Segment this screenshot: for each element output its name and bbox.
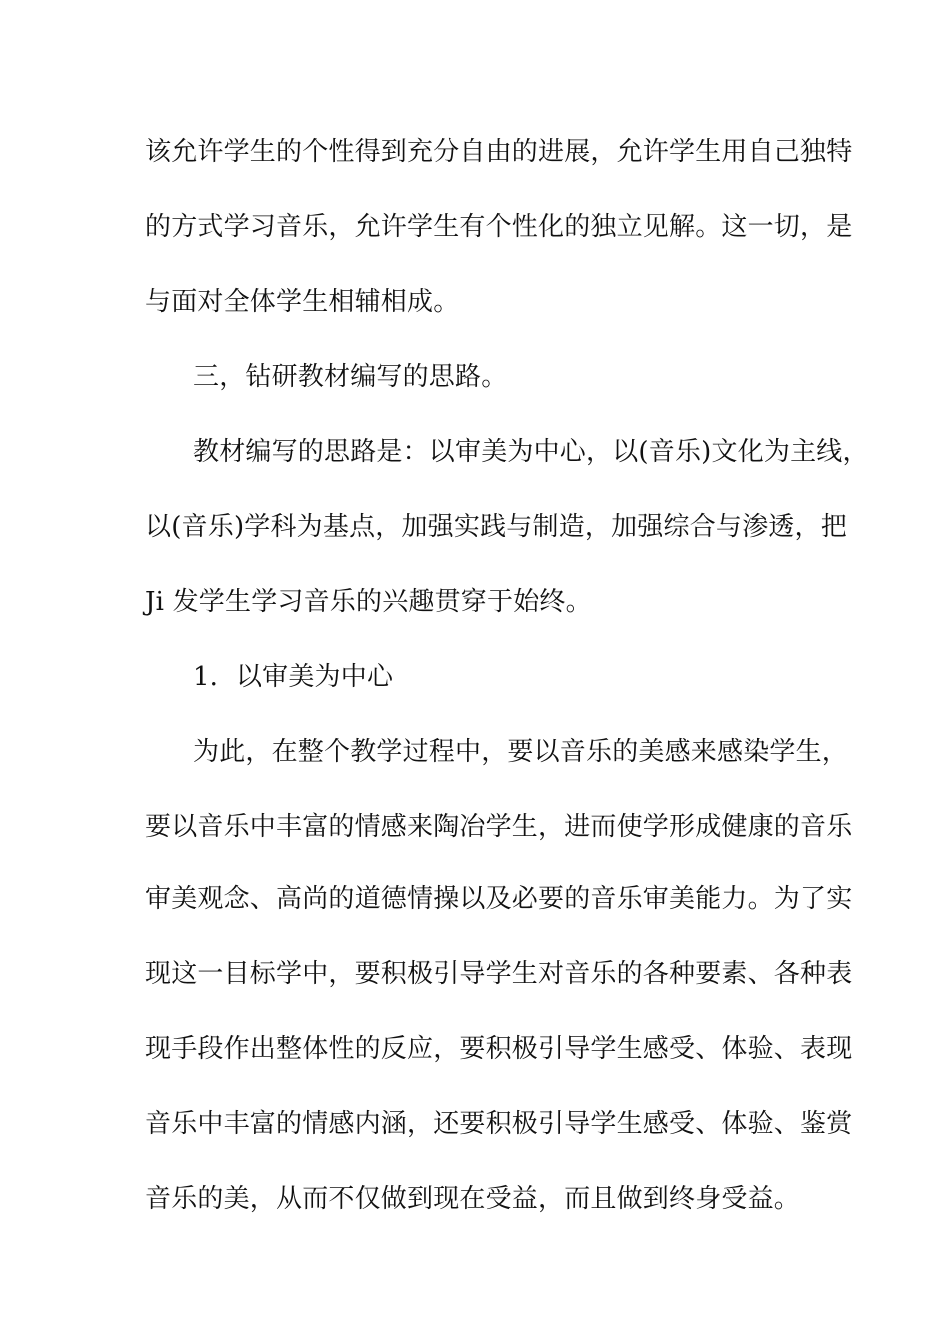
- paragraph-line: 为此，在整个教学过程中，要以音乐的美感来感染学生，: [193, 737, 849, 767]
- paragraph-line: 的方式学习音乐，允许学生有个性化的独立见解。这一切，是: [145, 212, 853, 242]
- paragraph-line: 现手段作出整体性的反应，要积极引导学生感受、体验、表现: [145, 1034, 853, 1064]
- section-heading: 三，钻研教材编写的思路。: [193, 362, 508, 392]
- paragraph-line: 音乐中丰富的情感内涵，还要积极引导学生感受、体验、鉴赏: [145, 1109, 853, 1139]
- paragraph-line: 审美观念、高尚的道德情操以及必要的音乐审美能力。为了实: [145, 884, 853, 914]
- paragraph-line: 教材编写的思路是：以审美为中心，以(音乐)文化为主线，: [193, 437, 869, 467]
- paragraph-line: 要以音乐中丰富的情感来陶冶学生，进而使学形成健康的音乐: [145, 812, 853, 842]
- paragraph-line: 该允许学生的个性得到充分自由的进展，允许学生用自己独特: [145, 137, 853, 167]
- paragraph-line: Ji 发学生学习音乐的兴趣贯穿于始终。: [145, 587, 592, 617]
- subsection-heading: 1．以审美为中心: [193, 662, 394, 692]
- paragraph-line: 现这一目标学中，要积极引导学生对音乐的各种要素、各种表: [145, 959, 853, 989]
- paragraph-line: 与面对全体学生相辅相成。: [145, 287, 460, 317]
- paragraph-line: 音乐的美，从而不仅做到现在受益，而且做到终身受益。: [145, 1184, 801, 1214]
- paragraph-line: 以(音乐)学科为基点，加强实践与制造，加强综合与渗透，把: [145, 512, 847, 542]
